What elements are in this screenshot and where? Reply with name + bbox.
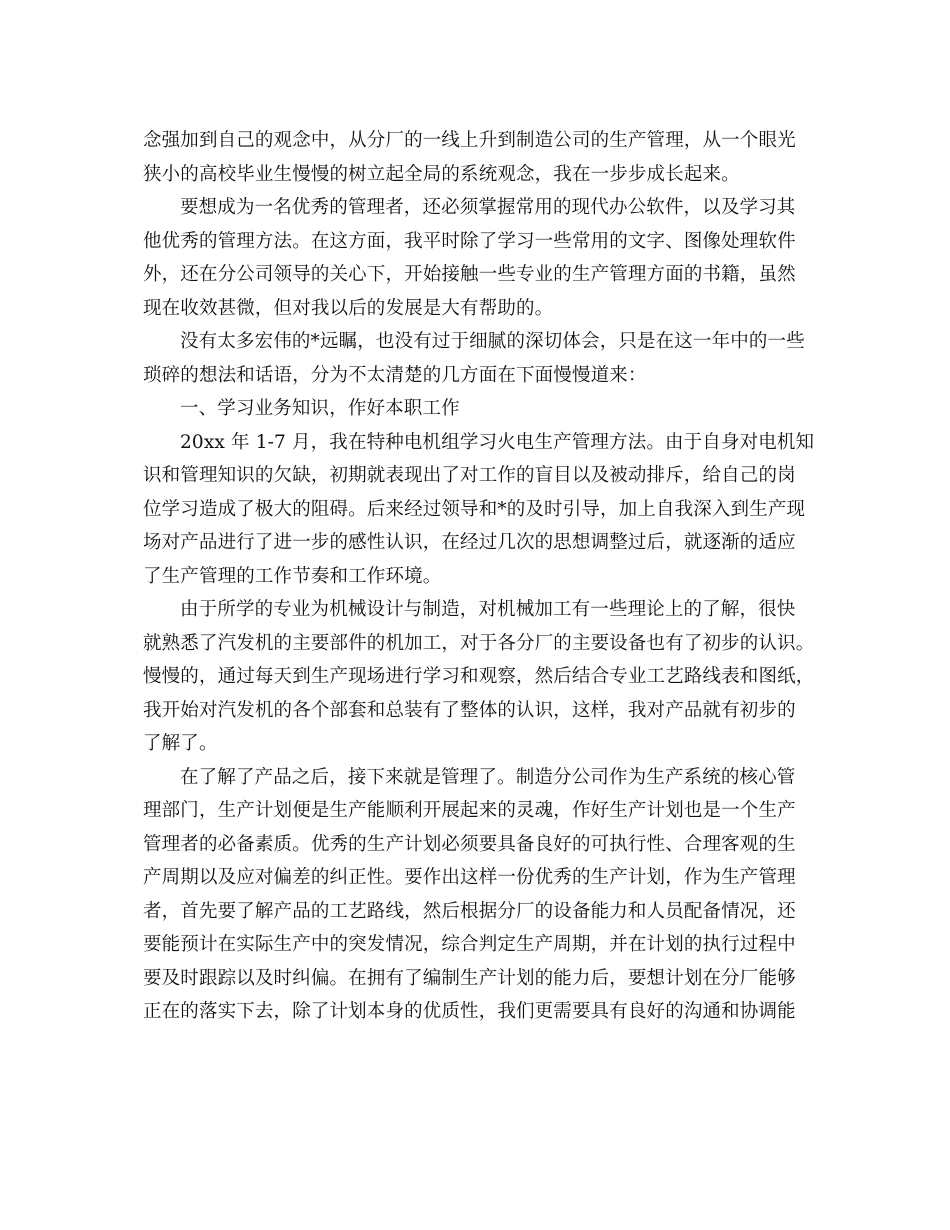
text-line: 了生产管理的工作节奏和工作环境。 [143,565,442,587]
text-line: 他优秀的管理方法。在这方面，我平时除了学习一些常用的文字、图像处理软件 [143,230,796,252]
text-line: 了解了。 [143,733,218,754]
text-line: 20xx 年 1-7 月，我在特种电机组学习火电生产管理方法。由于自身对电机知 [180,431,815,453]
text-line: 没有太多宏伟的*远瞩，也没有过于细腻的深切体会，只是在这一年中的一些 [180,331,805,352]
text-line: 现在收效甚微，但对我以后的发展是大有帮助的。 [143,297,554,319]
text-line: 慢慢的，通过每天到生产现场进行学习和观察，然后结合专业工艺路线表和图纸， [143,666,815,687]
text-line: 由于所学的专业为机械设计与制造，对机械加工有一些理论上的了解，很快 [180,599,796,620]
document-body [143,124,815,1029]
text-line: 我开始对汽发机的各个部套和总装有了整体的认识，这样，我对产品就有初步的 [143,699,796,721]
text-line: 就熟悉了汽发机的主要部件的机加工，对于各分厂的主要设备也有了初步的认识。 [143,632,815,654]
text-line: 管理者的必备素质。优秀的生产计划必须要具备良好的可执行性、合理客观的生 [143,833,796,855]
text-line: 要想成为一名优秀的管理者，还必须掌握常用的现代办公软件，以及学习其 [180,197,796,218]
text-line: 理部门，生产计划便是生产能顺利开展起来的灵魂，作好生产计划也是一个生产 [143,800,796,821]
text-line: 要及时跟踪以及时纠偏。在拥有了编制生产计划的能力后，要想计划在分厂能够 [143,967,796,989]
text-line: 外，还在分公司领导的关心下，开始接触一些专业的生产管理方面的书籍，虽然 [143,264,796,285]
text-line: 在了解了产品之后，接下来就是管理了。制造分公司作为生产系统的核心管 [180,766,796,788]
text-line: 者，首先要了解产品的工艺路线，然后根据分厂的设备能力和人员配备情况，还 [143,900,796,922]
text-line: 产周期以及应对偏差的纠正性。要作出这样一份优秀的生产计划，作为生产管理 [143,867,796,888]
text-line: 位学习造成了极大的阻碍。后来经过领导和*的及时引导，加上自我深入到生产现 [143,498,806,520]
text-line: 狭小的高校毕业生慢慢的树立起全局的系统观念，我在一步步成长起来。 [143,163,740,185]
text-line: 正在的落实下去，除了计划本身的优质性，我们更需要具有良好的沟通和协调能 [143,1001,796,1022]
section-heading: 一、学习业务知识，作好本职工作 [180,398,460,419]
text-line: 琐碎的想法和话语，分为不太清楚的几方面在下面慢慢道来： [143,364,647,386]
text-line: 念强加到自己的观念中，从分厂的一线上升到制造公司的生产管理，从一个眼光 [143,130,796,151]
text-line: 场对产品进行了进一步的感性认识，在经过几次的思想调整过后，就逐渐的适应 [143,532,796,553]
text-line: 识和管理知识的欠缺，初期就表现出了对工作的盲目以及被动排斥，给自己的岗 [143,465,796,486]
text-line: 要能预计在实际生产中的突发情况，综合判定生产周期，并在计划的执行过程中 [143,934,796,955]
